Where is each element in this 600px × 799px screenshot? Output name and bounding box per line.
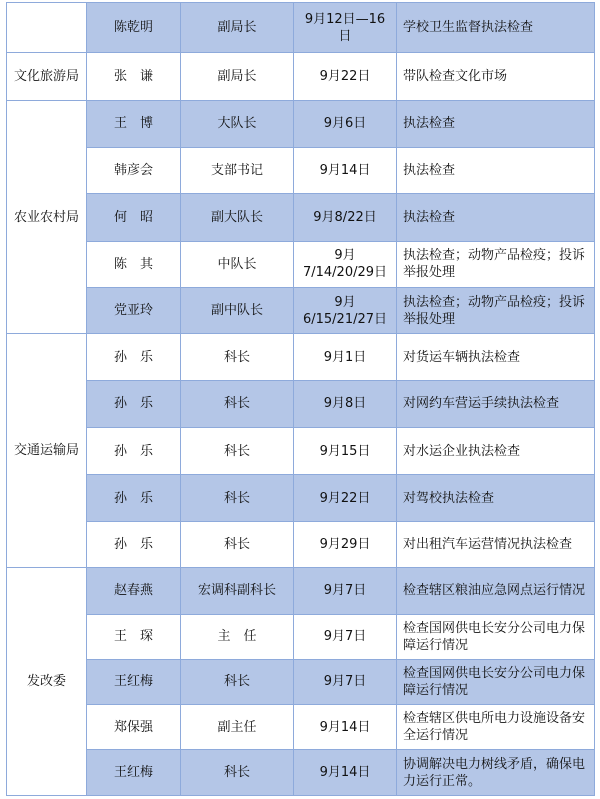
person-name-cell: 王 博 bbox=[87, 100, 181, 147]
task-cell: 协调解决电力树线矛盾，确保电力运行正常。 bbox=[397, 750, 595, 796]
inspection-schedule-table bbox=[6, 2, 595, 796]
person-name-cell: 韩彦会 bbox=[87, 148, 181, 194]
position-cell: 科长 bbox=[181, 334, 294, 380]
table-row bbox=[7, 475, 595, 521]
task-cell: 检查辖区供电所电力设施设备安全运行情况 bbox=[397, 705, 595, 750]
date-cell: 9月7日 bbox=[294, 659, 397, 704]
date-cell: 9月14日 bbox=[294, 148, 397, 194]
position-cell: 科长 bbox=[181, 659, 294, 704]
position-cell: 科长 bbox=[181, 380, 294, 427]
table-row bbox=[7, 750, 595, 796]
department-cell: 发改委 bbox=[7, 568, 87, 796]
person-name-cell: 孙 乐 bbox=[87, 521, 181, 567]
table-row bbox=[7, 194, 595, 241]
table-row bbox=[7, 53, 595, 100]
task-cell: 执法检查 bbox=[397, 148, 595, 194]
table-row bbox=[7, 100, 595, 147]
person-name-cell: 陈乾明 bbox=[87, 3, 181, 53]
position-cell: 副中队长 bbox=[181, 288, 294, 334]
table-row bbox=[7, 288, 595, 334]
table-row bbox=[7, 241, 595, 287]
table-row bbox=[7, 334, 595, 380]
table-row bbox=[7, 3, 595, 53]
task-cell: 执法检查 bbox=[397, 100, 595, 147]
position-cell: 支部书记 bbox=[181, 148, 294, 194]
date-cell: 9月22日 bbox=[294, 53, 397, 100]
date-cell: 9月7日 bbox=[294, 568, 397, 614]
task-cell: 带队检查文化市场 bbox=[397, 53, 595, 100]
date-cell: 9月7日 bbox=[294, 614, 397, 659]
task-cell: 执法检查 bbox=[397, 194, 595, 241]
position-cell: 大队长 bbox=[181, 100, 294, 147]
task-cell: 对网约车营运手续执法检查 bbox=[397, 380, 595, 427]
position-cell: 主 任 bbox=[181, 614, 294, 659]
table-row bbox=[7, 521, 595, 567]
person-name-cell: 王 琛 bbox=[87, 614, 181, 659]
person-name-cell: 孙 乐 bbox=[87, 380, 181, 427]
table-row bbox=[7, 659, 595, 704]
date-cell: 9月1日 bbox=[294, 334, 397, 380]
person-name-cell: 王红梅 bbox=[87, 659, 181, 704]
date-cell: 9月6日 bbox=[294, 100, 397, 147]
task-cell: 执法检查；动物产品检疫；投诉举报处理 bbox=[397, 288, 595, 334]
person-name-cell: 王红梅 bbox=[87, 750, 181, 796]
person-name-cell: 何 昭 bbox=[87, 194, 181, 241]
table-row bbox=[7, 428, 595, 475]
position-cell: 副局长 bbox=[181, 3, 294, 53]
position-cell: 副大队长 bbox=[181, 194, 294, 241]
date-cell: 9月14日 bbox=[294, 705, 397, 750]
date-cell: 9月15日 bbox=[294, 428, 397, 475]
position-cell: 副局长 bbox=[181, 53, 294, 100]
person-name-cell: 赵春燕 bbox=[87, 568, 181, 614]
person-name-cell: 孙 乐 bbox=[87, 334, 181, 380]
table-row bbox=[7, 614, 595, 659]
person-name-cell: 陈 其 bbox=[87, 241, 181, 287]
task-cell: 对水运企业执法检查 bbox=[397, 428, 595, 475]
date-cell: 9月8日 bbox=[294, 380, 397, 427]
task-cell: 检查国网供电长安分公司电力保障运行情况 bbox=[397, 659, 595, 704]
task-cell: 对货运车辆执法检查 bbox=[397, 334, 595, 380]
table-row bbox=[7, 380, 595, 427]
table-row bbox=[7, 705, 595, 750]
date-cell: 9月14日 bbox=[294, 750, 397, 796]
task-cell: 对出租汽车运营情况执法检查 bbox=[397, 521, 595, 567]
task-cell: 执法检查；动物产品检疫；投诉举报处理 bbox=[397, 241, 595, 287]
task-cell: 检查辖区粮油应急网点运行情况 bbox=[397, 568, 595, 614]
person-name-cell: 郑保强 bbox=[87, 705, 181, 750]
position-cell: 科长 bbox=[181, 428, 294, 475]
date-cell: 9月12日—16日 bbox=[294, 3, 397, 53]
table-row bbox=[7, 568, 595, 614]
date-cell: 9月29日 bbox=[294, 521, 397, 567]
position-cell: 科长 bbox=[181, 475, 294, 521]
position-cell: 科长 bbox=[181, 750, 294, 796]
department-cell bbox=[7, 3, 87, 53]
position-cell: 宏调科副科长 bbox=[181, 568, 294, 614]
table-row bbox=[7, 148, 595, 194]
department-cell: 文化旅游局 bbox=[7, 53, 87, 100]
task-cell: 检查国网供电长安分公司电力保障运行情况 bbox=[397, 614, 595, 659]
position-cell: 科长 bbox=[181, 521, 294, 567]
person-name-cell: 党亚玲 bbox=[87, 288, 181, 334]
person-name-cell: 孙 乐 bbox=[87, 428, 181, 475]
date-cell: 9月7/14/20/29日 bbox=[294, 241, 397, 287]
date-cell: 9月8/22日 bbox=[294, 194, 397, 241]
date-cell: 9月22日 bbox=[294, 475, 397, 521]
position-cell: 中队长 bbox=[181, 241, 294, 287]
date-cell: 9月6/15/21/27日 bbox=[294, 288, 397, 334]
task-cell: 学校卫生监督执法检查 bbox=[397, 3, 595, 53]
person-name-cell: 孙 乐 bbox=[87, 475, 181, 521]
department-cell: 交通运输局 bbox=[7, 334, 87, 568]
task-cell: 对驾校执法检查 bbox=[397, 475, 595, 521]
person-name-cell: 张 谦 bbox=[87, 53, 181, 100]
position-cell: 副主任 bbox=[181, 705, 294, 750]
department-cell: 农业农村局 bbox=[7, 100, 87, 334]
